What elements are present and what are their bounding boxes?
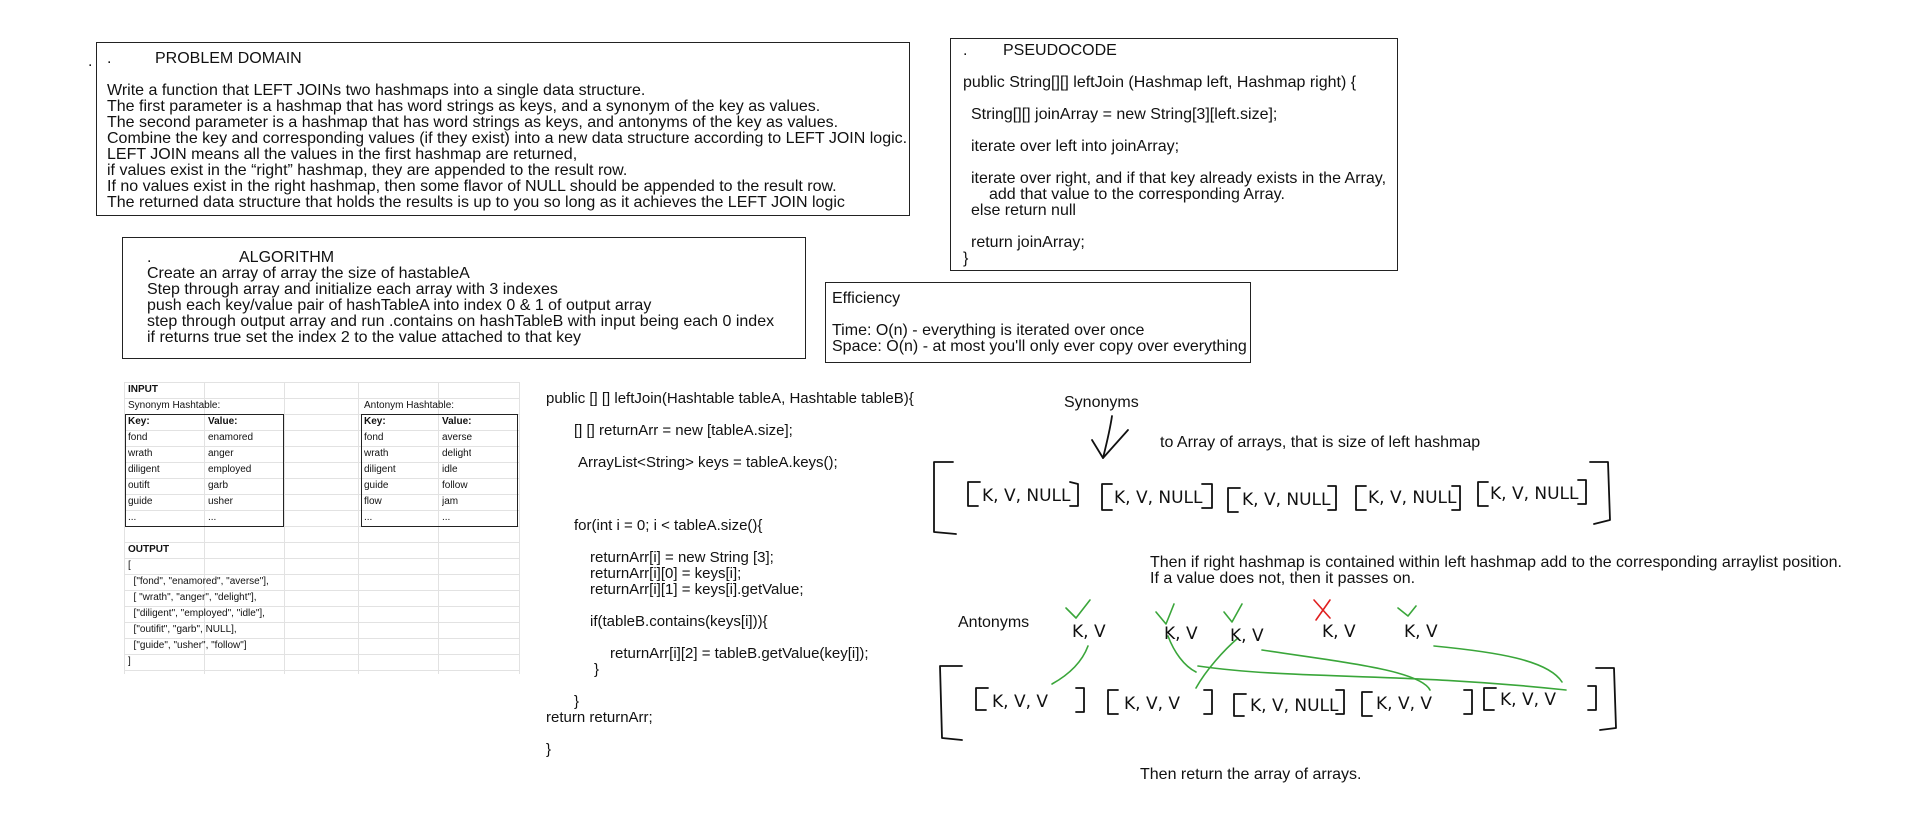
problem-domain-title: PROBLEM DOMAIN [155,50,302,67]
antonym-pair: K, V [1230,626,1264,646]
synonym-key-header: Key: [128,416,150,427]
code-line: } [546,741,552,758]
join-note-line1: Then if right hashmap is contained within left hashmap add to the corresponding arraylist position. [1150,554,1842,571]
join-note-line2: If a value does not, then it passes on. [1150,570,1416,587]
efficiency-box [825,282,1251,363]
problem-domain-line: if values exist in the “right” hashmap, they are appended to the result row. [107,162,628,179]
code-line: } [594,661,600,678]
pseudocode-line: else return null [971,202,1076,219]
algorithm-box [122,237,806,359]
output-line: ["fond", "enamored", "averse"], [128,576,269,587]
pseudocode-title: PSEUDOCODE [1003,42,1117,59]
synonym-value-header: Value: [208,416,238,427]
antonym-value: jam [442,496,459,507]
bottom-array-cell: K, V, V [1500,690,1557,710]
antonym-key: diligent [364,464,396,475]
pseudocode-box [950,38,1398,271]
synonym-value: anger [208,448,234,459]
bottom-array-cell: K, V, NULL [1250,696,1339,716]
problem-domain-line: Combine the key and corresponding values (if they exist) into a new data structure according to LEFT JOIN logic. [107,130,908,147]
top-array-cell: K, V, NULL [1242,490,1331,510]
top-array-cell: K, V, NULL [982,486,1071,506]
synonym-value: employed [208,464,252,475]
problem-domain-line: If no values exist in the right hashmap, then some flavor of NULL should be appended to the result row. [107,178,837,195]
antonyms-label: Antonyms [958,614,1030,631]
problem-domain-line: Write a function that LEFT JOINs two hashmaps into a single data structure. [107,82,646,99]
synonym-value: enamored [208,432,254,443]
problem-domain-line: The first parameter is a hashmap that has word strings as keys, and a synonym of the key as values. [107,98,821,115]
code-line: for(int i = 0; i < tableA.size(){ [574,517,763,534]
output-line: ["outifit", "garb", NULL], [128,624,237,635]
synonym-key: outift [128,480,150,491]
output-label: OUTPUT [128,544,170,555]
synonym-key: fond [128,432,148,443]
bottom-array-cell: K, V, V [1124,694,1181,714]
synonym-value: garb [208,480,229,491]
code-line: ArrayList<String> keys = tableA.keys(); [578,454,838,471]
pseudocode-line: String[][] joinArray = new String[3][left.size]; [971,106,1278,123]
antonym-key: ... [364,512,373,523]
final-note: Then return the array of arrays. [1140,766,1362,783]
synonym-key: ... [128,512,137,523]
algorithm-dot: . [147,249,152,266]
bottom-array-cell: K, V, V [1376,694,1433,714]
input-label: INPUT [128,384,158,395]
synonym-key: wrath [128,448,153,459]
algorithm-line: Step through array and initialize each array with 3 indexes [147,281,558,298]
code-line: return returnArr; [546,709,653,726]
bottom-array-cell: K, V, V [992,692,1049,712]
code-line: returnArr[i][2] = tableB.getValue(key[i]); [610,645,869,662]
synonym-value: ... [208,512,217,523]
arrow-note: to Array of arrays, that is size of left hashmap [1160,434,1481,451]
problem-domain-dot: . [107,50,112,67]
efficiency-time: Time: O(n) - everything is iterated over once [832,322,1145,339]
code-line: returnArr[i][1] = keys[i].getValue; [590,581,804,598]
top-array-cell: K, V, NULL [1114,488,1203,508]
antonym-value-header: Value: [442,416,472,427]
antonym-key-header: Key: [364,416,386,427]
algorithm-line: Create an array of array the size of hastableA [147,265,470,282]
output-line: ["guide", "usher", "follow"] [128,640,247,651]
antonym-value: ... [442,512,451,523]
spreadsheet [124,382,520,678]
match-strokes [1052,600,1566,690]
code-line: [] [] returnArr = new [tableA.size]; [574,422,793,439]
antonym-title: Antonym Hashtable: [364,400,455,411]
problem-domain-line: The returned data structure that holds the results is up to you so long as it achieves the LEFT JOIN logic [107,194,845,211]
output-line: [ "wrath", "anger", "delight"], [128,592,257,603]
code-line: returnArr[i][0] = keys[i]; [590,565,742,582]
synonym-title: Synonym Hashtable: [128,400,221,411]
algorithm-title: ALGORITHM [239,249,335,266]
antonym-pair: K, V [1404,622,1438,642]
algorithm-line: if returns true set the index 2 to the value attached to that key [147,329,582,346]
antonym-key: fond [364,432,384,443]
synonym-key: diligent [128,464,160,475]
antonym-pair: K, V [1322,622,1356,642]
algorithm-line: step through output array and run .contains on hashTableB with input being each 0 index [147,313,775,330]
top-array-cell: K, V, NULL [1368,488,1457,508]
pseudocode-line: iterate over right, and if that key already exists in the Array, [971,170,1387,187]
antonym-value: idle [442,464,458,475]
antonym-value: delight [442,448,472,459]
output-line: ] [128,656,131,667]
synonym-key: guide [128,496,153,507]
antonym-key: wrath [364,448,389,459]
pseudocode-dot: . [963,42,968,59]
pseudocode-line: add that value to the corresponding Array. [989,186,1285,203]
pseudocode-line: public String[][] leftJoin (Hashmap left, Hashmap right) { [963,74,1357,91]
antonym-key: flow [364,496,382,507]
output-line: ["diligent", "employed", "idle"], [128,608,265,619]
pseudocode-line: return joinArray; [971,234,1085,251]
problem-domain-line: LEFT JOIN means all the values in the first hashmap are returned, [107,146,578,163]
synonym-value: usher [208,496,234,507]
problem-domain-box [96,42,910,216]
antonym-key: guide [364,480,389,491]
antonym-pair: K, V [1072,622,1106,642]
pseudocode-line: } [963,250,969,267]
efficiency-space: Space: O(n) - at most you'll only ever copy over everything [832,338,1247,355]
algorithm-line: push each key/value pair of hashTableA into index 0 & 1 of output array [147,297,652,314]
efficiency-title: Efficiency [832,290,901,307]
stray-dot: . [88,53,93,70]
antonym-pair: K, V [1164,624,1198,644]
top-array-cell: K, V, NULL [1490,484,1579,504]
problem-domain-line: The second parameter is a hashmap that has word strings as keys, and antonyms of the key as values. [107,114,839,131]
code-line: if(tableB.contains(keys[i])){ [590,613,768,630]
synonyms-label: Synonyms [1064,394,1139,411]
antonym-value: follow [442,480,468,491]
code-line: public [] [] leftJoin(Hashtable tableA, Hashtable tableB){ [546,390,914,407]
code-line: } [574,693,580,710]
output-line: [ [128,560,131,571]
antonym-value: averse [442,432,473,443]
no-match-cross [1314,600,1330,620]
code-line: returnArr[i] = new String [3]; [590,549,774,566]
pseudocode-line: iterate over left into joinArray; [971,138,1180,155]
